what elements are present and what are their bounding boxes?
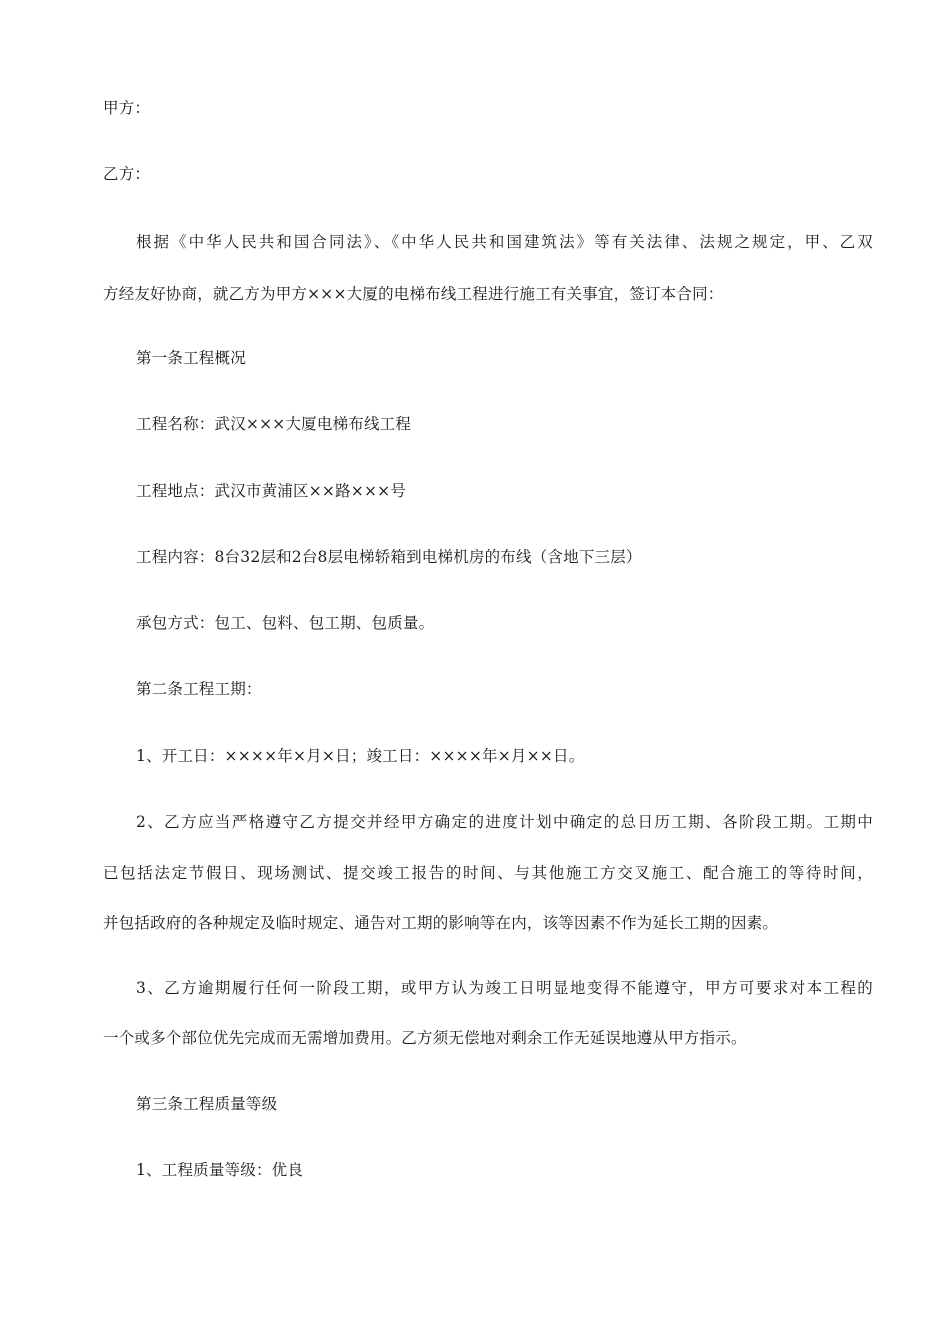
contract-mode: 承包方式：包工、包料、包工期、包质量。	[136, 614, 435, 632]
term-2-line-2: 已包括法定节假日、现场测试、提交竣工报告的时间、与其他施工方交叉施工、配合施工的等待时间，	[103, 864, 873, 882]
project-name: 工程名称：武汉×××大厦电梯布线工程	[136, 415, 412, 433]
article-3-title: 第三条工程质量等级	[136, 1095, 278, 1113]
term-2-line-1: 2、乙方应当严格遵守乙方提交并经甲方确定的进度计划中确定的总日历工期、各阶段工期。工期中	[136, 813, 873, 831]
party-b-label: 乙方：	[103, 165, 151, 183]
preamble-line-1: 根据《中华人民共和国合同法》、《中华人民共和国建筑法》等有关法律、法规之规定，甲、乙双	[136, 233, 873, 251]
project-location: 工程地点：武汉市黄浦区××路×××号	[136, 482, 407, 500]
article-2-title: 第二条工程工期：	[136, 680, 262, 698]
party-a-label: 甲方：	[103, 99, 151, 117]
article-1-title: 第一条工程概况	[136, 349, 246, 367]
quality-grade: 1、工程质量等级：优良	[136, 1161, 304, 1179]
term-2-line-3: 并包括政府的各种规定及临时规定、通告对工期的影响等在内，该等因素不作为延长工期的因素。	[103, 914, 779, 932]
term-3-line-2: 一个或多个部位优先完成而无需增加费用。乙方须无偿地对剩余工作无延误地遵从甲方指示。	[103, 1029, 747, 1047]
term-1: 1、开工日：××××年×月×日；竣工日：××××年×月××日。	[136, 747, 585, 765]
term-3-line-1: 3、乙方逾期履行任何一阶段工期，或甲方认为竣工日明显地变得不能遵守，甲方可要求对本工程的	[136, 979, 873, 997]
project-content: 工程内容：8台32层和2台8层电梯轿箱到电梯机房的布线（含地下三层）	[136, 548, 642, 566]
preamble-line-2: 方经友好协商，就乙方为甲方×××大厦的电梯布线工程进行施工有关事宜，签订本合同：	[103, 285, 724, 303]
